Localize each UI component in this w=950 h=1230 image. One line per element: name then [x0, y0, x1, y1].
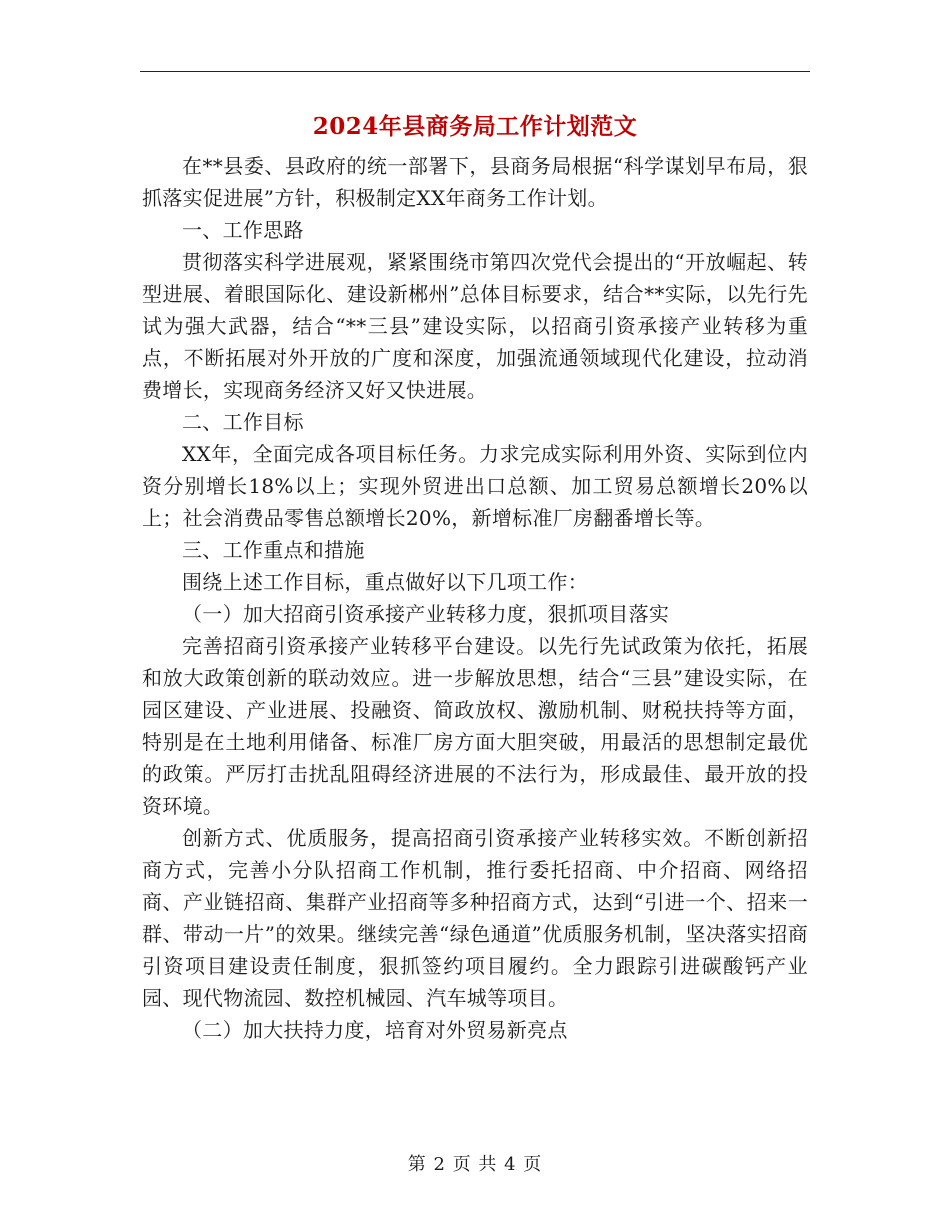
- section-heading-key-measures: 三、工作重点和措施: [182, 538, 365, 562]
- header-rule: [140, 71, 810, 72]
- document-title: 2024年县商务局工作计划范文: [312, 113, 638, 140]
- subheading-foreign-trade: （二）加大扶持力度，培育对外贸易新亮点: [182, 1018, 568, 1042]
- section-heading-work-goals: 二、工作目标: [182, 410, 304, 434]
- subheading-investment: （一）加大招商引资承接产业转移力度，狠抓项目落实: [182, 602, 670, 626]
- document-body: [142, 150, 808, 1046]
- work-approach-paragraph: 贯彻落实科学进展观，紧紧围绕市第四次党代会提出的“开放崛起、转型进展、着眼国际化、建设新郴州”总体目标要求，结合**实际，以先行先试为强大武器，结合“**三县”建设实际，以招商引资承接产业转移为重点，不断拓展对外开放的广度和深度，加强流通领域现代化建设，拉动消费增长，实现商务经济又好又快进展。: [142, 250, 808, 402]
- investment-platform-paragraph: 完善招商引资承接产业转移平台建设。以先行先试政策为依托，拓展和放大政策创新的联动效应。进一步解放思想，结合“三县”建设实际，在园区建设、产业进展、投融资、简政放权、激励机制、财税扶持等方面，特别是在土地利用储备、标准厂房方面大胆突破，用最活的思想制定最优的政策。严厉打击扰乱阻碍经济进展的不法行为，形成最佳、最开放的投资环境。: [142, 634, 808, 818]
- page-number-footer: 第 2 页 共 4 页: [407, 1154, 543, 1175]
- section-heading-work-approach: 一、工作思路: [182, 218, 304, 242]
- work-goals-paragraph: XX年，全面完成各项目标任务。力求完成实际利用外资、实际到位内资分别增长18%以上；实现外贸进出口总额、加工贸易总额增长20%以上；社会消费品零售总额增长20%，新增标准厂房翻番增长等。: [142, 442, 808, 530]
- intro-paragraph: 在**县委、县政府的统一部署下，县商务局根据“科学谋划早布局，狠抓落实促进展”方针，积极制定XX年商务工作计划。: [142, 154, 808, 210]
- measures-intro-paragraph: 围绕上述工作目标，重点做好以下几项工作：: [182, 570, 588, 594]
- investment-innovation-paragraph: 创新方式、优质服务，提高招商引资承接产业转移实效。不断创新招商方式，完善小分队招商工作机制，推行委托招商、中介招商、网络招商、产业链招商、集群产业招商等多种招商方式，达到“引进一个、招来一群、带动一片”的效果。继续完善“绿色通道”优质服务机制，坚决落实招商引资项目建设责任制度，狠抓签约项目履约。全力跟踪引进碳酸钙产业园、现代物流园、数控机械园、汽车城等项目。: [142, 826, 808, 1010]
